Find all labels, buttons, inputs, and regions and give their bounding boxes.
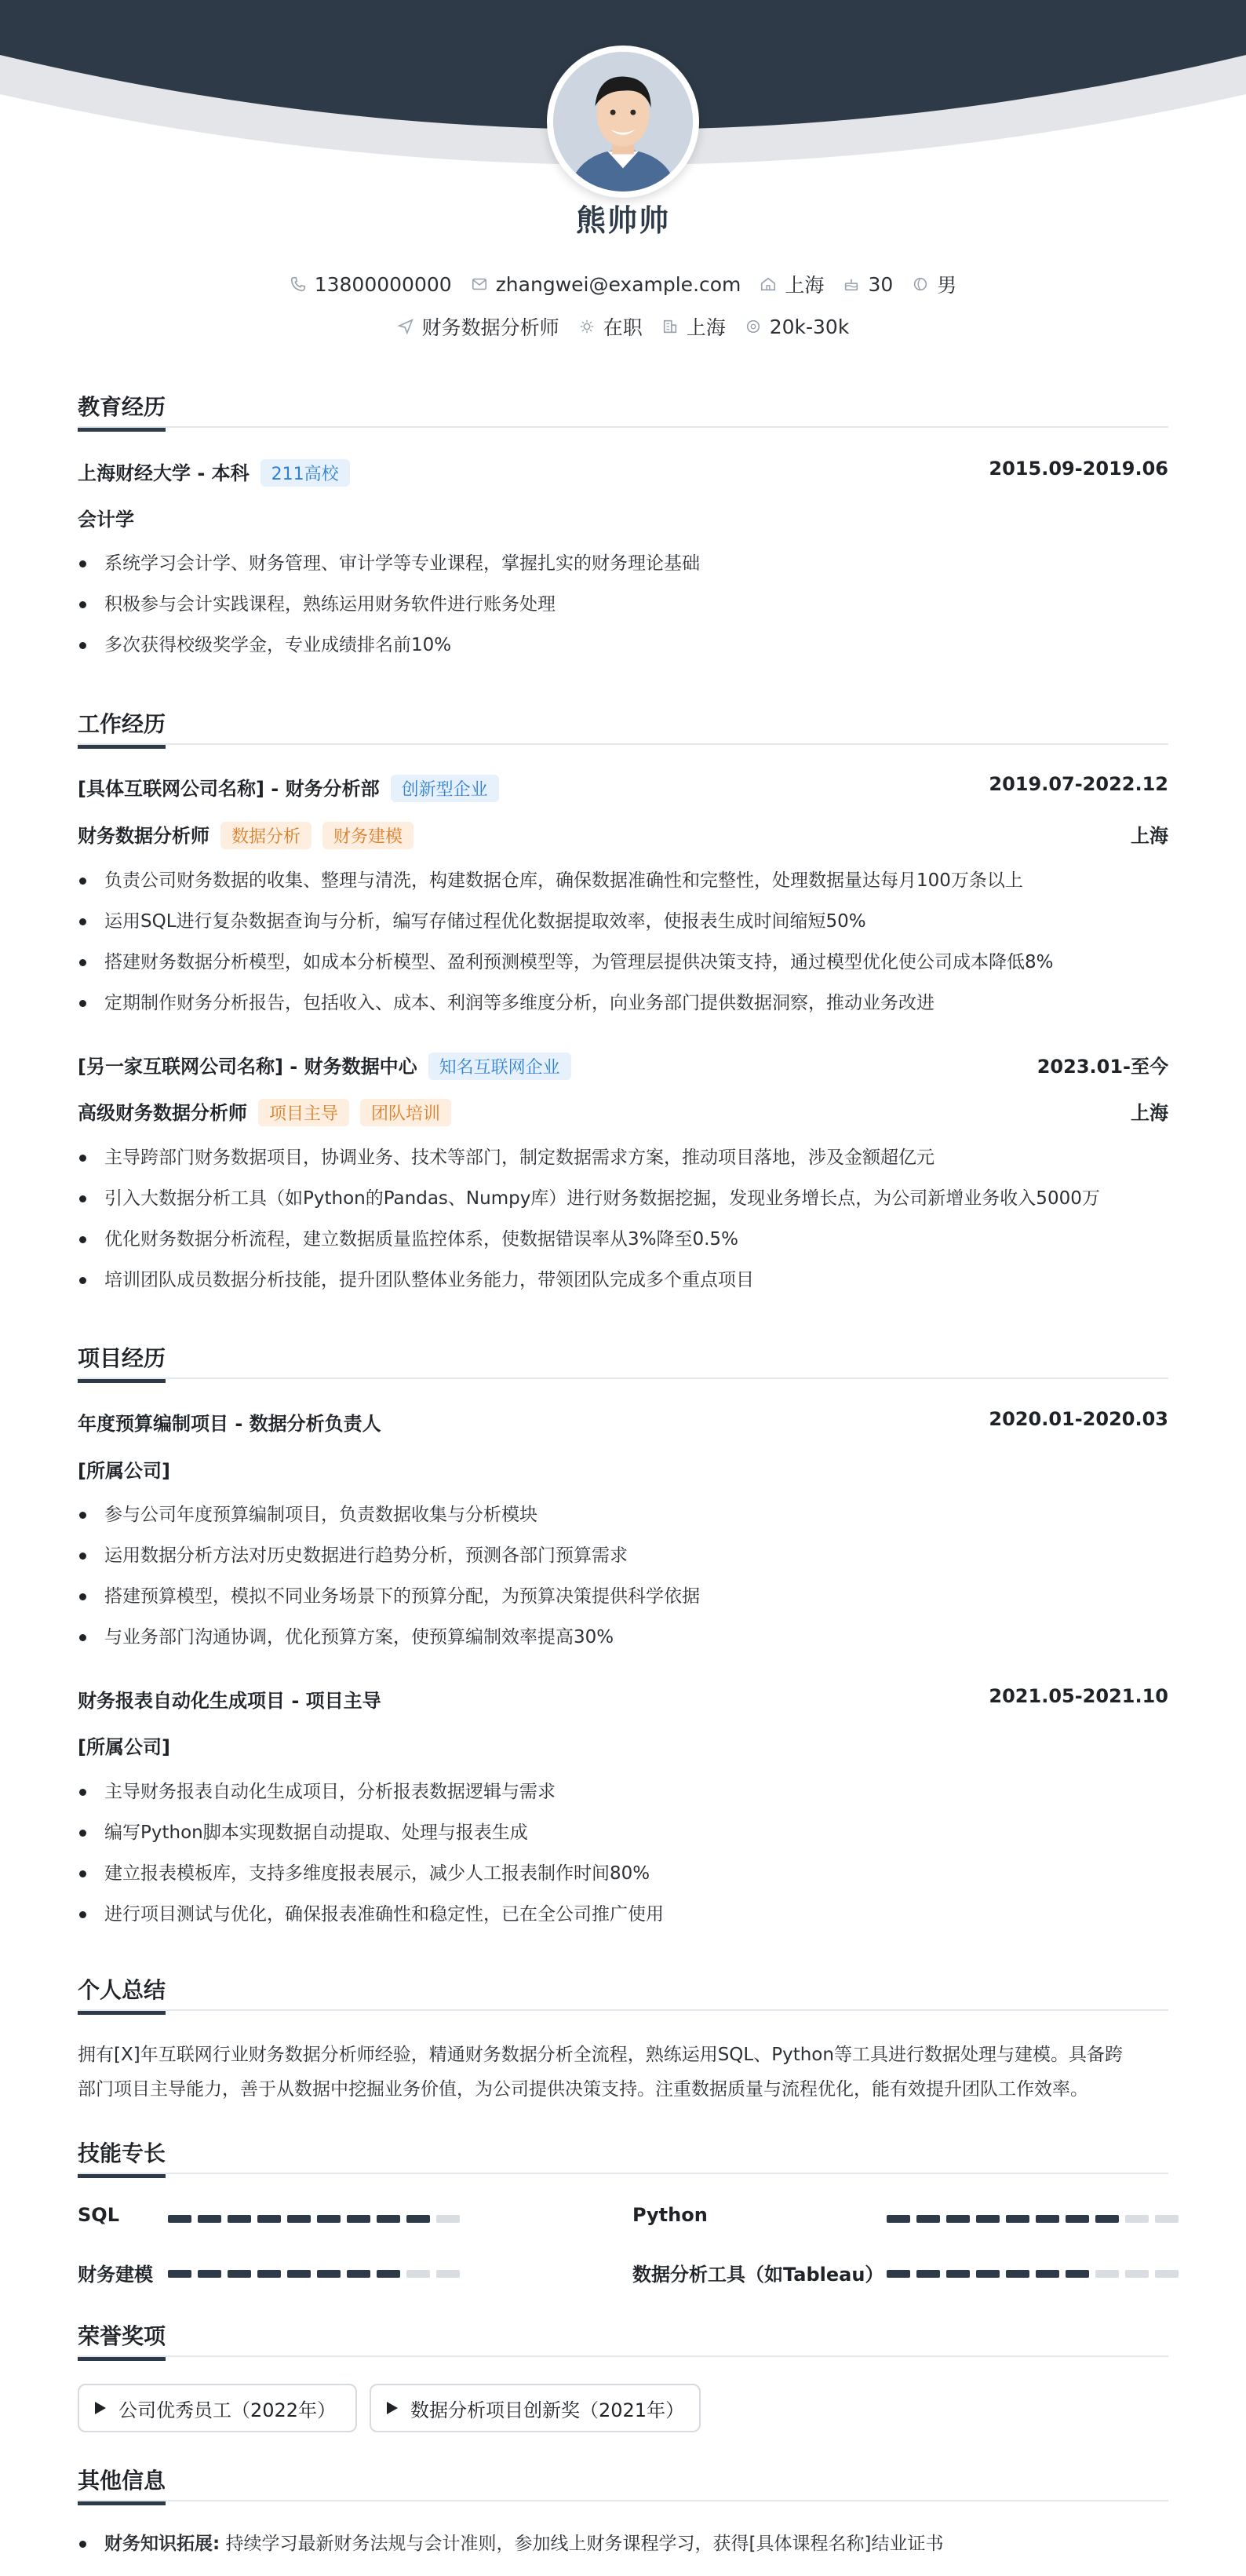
summary-line: 拥有[X]年互联网行业财务数据分析师经验，精通财务数据分析全流程，熟练运用SQL、Python等工具进行数据处理与建模。具备跨 [78,2045,1123,2065]
age-text: 30 [868,272,894,296]
phone-icon [290,275,307,293]
skill-name: 数据分析工具（如Tableau） [632,2264,884,2286]
skill-dash-filled [317,2270,341,2278]
skill-dash-filled [976,2215,1000,2223]
work-2-role-row [78,1097,1168,1126]
skill-dash-filled [228,2270,251,2278]
skill-dash-filled [347,2215,370,2223]
skill-name: SQL [78,2204,119,2226]
avatar [547,46,699,198]
work-2-role-tag: 项目主导 [258,1099,349,1126]
salary-text: 20k-30k [769,315,850,338]
status-icon [578,318,596,335]
other-label: 财务知识拓展: [104,2534,220,2554]
city-text: 上海 [785,274,825,297]
list-item: 培训团队成员数据分析技能，提升团队整体业务能力，带领团队完成多个重点项目 [78,1260,1168,1301]
list-item: 优化财务数据分析流程，建立数据质量监控体系，使数据错误率从3%降至0.5% [78,1219,1168,1260]
cake-icon [843,275,860,293]
skill-level-bar [168,2270,460,2278]
skill-level-bar [168,2215,460,2223]
skill-dash-filled [377,2215,400,2223]
list-item: 主导财务报表自动化生成项目，分析报表数据逻辑与需求 [78,1771,1168,1812]
skill-dash-empty [1095,2270,1119,2278]
work-1-company: [具体互联网公司名称] - 财务分析部 [78,778,380,800]
list-item: 运用数据分析方法对历史数据进行趋势分析，预测各部门预算需求 [78,1535,1168,1576]
list-item: 参与公司年度预算编制项目，负责数据收集与分析模块 [78,1494,1168,1535]
work-1-company-tag: 创新型企业 [391,775,499,802]
salary-item [745,316,850,338]
list-item: 建立报表模板库，支持多维度报表展示，减少人工报表制作时间80% [78,1853,1168,1894]
skill-level-bar [887,2270,1179,2278]
skill-dash-filled [1066,2215,1089,2223]
target-city-item [661,312,726,341]
honor-badge [78,2384,357,2432]
project-1-date: 2020.01-2020.03 [989,1408,1168,1430]
honor-badge [370,2384,701,2432]
skill-dash-empty [1155,2215,1179,2223]
skill-name: 财务建模 [78,2264,153,2286]
work-2-role: 高级财务数据分析师 [78,1102,247,1124]
skill-dash-filled [198,2270,221,2278]
skill-dash-filled [317,2215,341,2223]
gender-item [912,270,956,298]
project-2-header [78,1685,1168,1713]
list-item: 搭建财务数据分析模型，如成本分析模型、盈利预测模型等，为管理层提供决策支持，通过模型优化使公司成本降低8% [78,942,1168,983]
project-2-bullets [78,1771,1168,1935]
work-2-company-tag: 知名互联网企业 [428,1053,571,1080]
skill-dash-filled [946,2270,970,2278]
school-name: 上海财经大学 - 本科 [78,462,250,484]
target-city-text: 上海 [686,316,726,339]
skill-dash-filled [198,2215,221,2223]
school-tag: 211高校 [260,459,350,487]
gender-text: 男 [937,274,957,297]
education-bullets [78,543,1168,666]
age-item [843,273,893,296]
work-2-header [78,1051,1168,1080]
skill-dash-filled [228,2215,251,2223]
list-item: 进行项目测试与优化，确保报表准确性和稳定性，已在全公司推广使用 [78,1894,1168,1935]
skill-dash-filled [1036,2215,1059,2223]
project-1-company: [所属公司] [78,1460,170,1482]
job-target-item [397,312,559,341]
project-1-header [78,1408,1168,1436]
triangle-icon [387,2402,398,2414]
skill-dash-empty [1155,2270,1179,2278]
skill-dash-empty [436,2215,460,2223]
summary-text [78,2038,1168,2107]
skill-dash-filled [887,2215,910,2223]
status-item [578,312,643,341]
mail-icon [471,275,488,293]
building-icon [661,318,679,335]
skill-dash-filled [287,2215,311,2223]
skills-section-title: 技能专长 [78,2136,1168,2174]
candidate-name: 熊帅帅 [575,203,670,238]
skill-dash-filled [887,2270,910,2278]
other-bullets [78,2523,1168,2564]
email-text: zhangwei@example.com [495,272,741,296]
job-target-text: 财务数据分析师 [421,316,559,339]
contact-row [0,270,1246,298]
education-major: 会计学 [78,509,134,531]
status-text: 在职 [603,316,643,339]
project-2-date: 2021.05-2021.10 [989,1685,1168,1707]
phone-item [290,273,452,296]
skill-dash-empty [436,2270,460,2278]
work-1-date: 2019.07-2022.12 [989,773,1168,795]
skill-dash-filled [347,2270,370,2278]
skill-dash-filled [1006,2215,1029,2223]
other-text: 持续学习最新财务法规与会计准则，参加线上财务课程学习，获得[具体课程名称]结业证书 [225,2534,944,2554]
triangle-icon [95,2402,106,2414]
list-item: 定期制作财务分析报告，包括收入、成本、利润等多维度分析，向业务部门提供数据洞察，推动业务改进 [78,983,1168,1023]
skill-dash-filled [916,2215,940,2223]
education-section-title: 教育经历 [78,390,1168,428]
other-section-title: 其他信息 [78,2464,1168,2501]
skill-dash-filled [946,2215,970,2223]
skill-dash-filled [916,2270,940,2278]
honors-section-title: 荣誉奖项 [78,2319,1168,2357]
email-item [471,273,741,296]
work-2-date: 2023.01-至今 [1037,1056,1168,1078]
honor-text: 公司优秀员工（2022年） [118,2399,337,2421]
skill-dash-empty [1125,2270,1149,2278]
skill-dash-filled [257,2270,281,2278]
work-1-role-tag: 数据分析 [220,822,312,849]
work-1-bullets [78,860,1168,1023]
skill-level-bar [887,2215,1179,2223]
city-item [760,270,824,298]
projects-section-title: 项目经历 [78,1341,1168,1379]
skill-dash-filled [168,2215,191,2223]
work-1-role-tag: 财务建模 [322,822,414,849]
skill-dash-empty [406,2270,430,2278]
skill-dash-empty [1125,2215,1149,2223]
phone-text: 13800000000 [314,272,452,296]
work-2-bullets [78,1137,1168,1301]
skill-name: Python [632,2204,708,2226]
list-item: 引入大数据分析工具（如Python的Pandas、Numpy库）进行财务数据挖掘，发现业务增长点，为公司新增业务收入5000万 [78,1178,1168,1219]
education-date: 2015.09-2019.06 [989,458,1168,480]
work-1-header [78,773,1168,802]
work-2-role-tag: 团队培训 [360,1099,451,1126]
list-item: 运用SQL进行复杂数据查询与分析，编写存储过程优化数据提取效率，使报表生成时间缩短50% [78,901,1168,942]
skill-dash-filled [406,2215,430,2223]
list-item [78,2523,1168,2564]
work-2-company: [另一家互联网公司名称] - 财务数据中心 [78,1056,417,1078]
project-2-title: 财务报表自动化生成项目 - 项目主导 [78,1690,381,1712]
list-item: 编写Python脚本实现数据自动提取、处理与报表生成 [78,1812,1168,1853]
skill-dash-filled [377,2270,400,2278]
list-item: 多次获得校级奖学金，专业成绩排名前10% [78,625,1168,666]
job-intent-row [0,312,1246,341]
send-icon [397,318,414,335]
summary-line: 部门项目主导能力，善于从数据中挖掘业务价值，为公司提供决策支持。注重数据质量与流程优化，能有效提升团队工作效率。 [78,2079,1088,2100]
list-item: 负责公司财务数据的收集、整理与清洗，构建数据仓库，确保数据准确性和完整性，处理数据量达每月100万条以上 [78,860,1168,901]
skill-dash-filled [168,2270,191,2278]
list-item: 搭建预算模型，模拟不同业务场景下的预算分配，为预算决策提供科学依据 [78,1576,1168,1617]
work-1-role-row [78,820,1168,849]
skill-dash-filled [1066,2270,1089,2278]
home-icon [760,275,777,293]
skill-dash-filled [1095,2215,1119,2223]
work-1-role: 财务数据分析师 [78,825,209,847]
list-item: 主导跨部门财务数据项目，协调业务、技术等部门，制定数据需求方案，推动项目落地，涉及金额超亿元 [78,1137,1168,1178]
skill-dash-filled [1006,2270,1029,2278]
project-1-bullets [78,1494,1168,1658]
education-header [78,458,1168,487]
summary-section-title: 个人总结 [78,1973,1168,2011]
coin-icon [745,318,762,335]
list-item: 与业务部门沟通协调，优化预算方案，使预算编制效率提高30% [78,1617,1168,1658]
work-section-title: 工作经历 [78,707,1168,745]
skill-dash-filled [976,2270,1000,2278]
project-1-title: 年度预算编制项目 - 数据分析负责人 [78,1413,381,1435]
work-1-location: 上海 [1131,825,1168,847]
work-2-location: 上海 [1131,1102,1168,1124]
skill-dash-filled [1036,2270,1059,2278]
list-item: 积极参与会计实践课程，熟练运用财务软件进行账务处理 [78,584,1168,625]
project-2-company: [所属公司] [78,1736,170,1758]
skill-dash-filled [287,2270,311,2278]
honor-text: 数据分析项目创新奖（2021年） [410,2399,685,2421]
skill-dash-filled [257,2215,281,2223]
list-item: 系统学习会计学、财务管理、审计学等专业课程，掌握扎实的财务理论基础 [78,543,1168,584]
gender-icon [912,275,929,293]
